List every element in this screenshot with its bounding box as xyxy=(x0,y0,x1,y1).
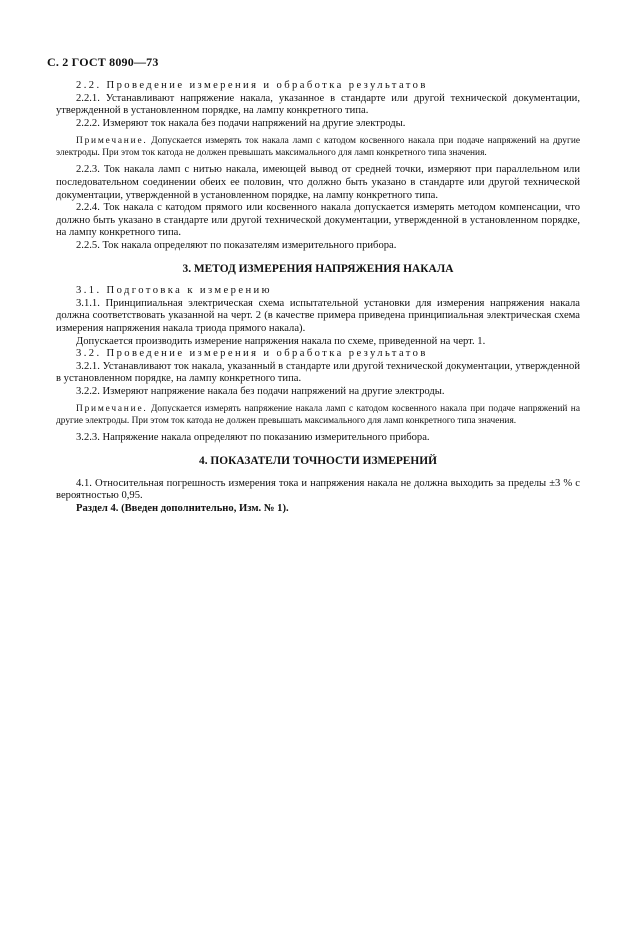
paragraph-2-2-5: 2.2.5. Ток накала определяют по показателям измерительного прибора. xyxy=(76,239,397,251)
paragraph-2-2-2: 2.2.2. Измеряют ток накала без подачи напряжений на другие электроды. xyxy=(76,117,406,129)
page-content xyxy=(56,80,580,515)
section-3-heading: 3. МЕТОД ИЗМЕРЕНИЯ НАПРЯЖЕНИЯ НАКАЛА xyxy=(182,262,454,275)
paragraph-2-2-4: 2.2.4. Ток накала с катодом прямого или косвенного накала допускается измерять методом компенсации, что должно быть указано в стандарте или другой технической документации, утвержденной в установленном порядке, на лампу конкретного типа. xyxy=(56,202,580,239)
subsection-2-2-title: 2.2. Проведение измерения и обработка результатов xyxy=(76,80,428,91)
section-4-amendment-note: Раздел 4. (Введен дополнительно, Изм. № 1). xyxy=(76,502,289,514)
page-header: С. 2 ГОСТ 8090—73 xyxy=(47,55,159,69)
subsection-3-2-title: 3.2. Проведение измерения и обработка результатов xyxy=(76,348,428,360)
paragraph-3-1-1-b: Допускается производить измерение напряжения накала по схеме, приведенной на черт. 1. xyxy=(76,335,486,347)
note-2 xyxy=(56,403,580,427)
note-2-text: Допускается измерять напряжение накала ламп с катодом косвенного накала при подаче напряжений на другие электроды. При этом ток катода не должен превышать максимального для ламп конкретного типа значения. xyxy=(56,404,580,427)
paragraph-3-2-2: 3.2.2. Измеряют напряжение накала без подачи напряжений на другие электроды. xyxy=(76,385,445,397)
paragraph-2-2-3: 2.2.3. Ток накала ламп с нитью накала, имеющей вывод от средней точки, измеряют при параллельном или последовательном соединении обеих ее половин, что должно быть указано в стандарте или другой технической документации, утвержденной в установленном порядке, на лампу конкретного типа. xyxy=(56,164,580,201)
note-1-label: Примечание. xyxy=(76,136,148,147)
subsection-3-1-title: 3.1. Подготовка к измерению xyxy=(76,285,272,297)
note-1-text: Допускается измерять ток накала ламп с катодом косвенного накала при подаче напряжений на другие электроды. При этом ток катода не должен превышать максимального для ламп конкретного типа значения. xyxy=(56,136,580,159)
paragraph-2-2-1: 2.2.1. Устанавливают напряжение накала, указанное в стандарте или другой технической документации, утвержденной в установленном порядке, на лампу конкретного типа. xyxy=(56,92,580,117)
paragraph-4-1: 4.1. Относительная погрешность измерения тока и напряжения накала не должна выходить за пределы ±3 % с вероятностью 0,95. xyxy=(56,477,580,502)
note-2-label: Примечание. xyxy=(76,404,148,415)
paragraph-3-2-1: 3.2.1. Устанавливают ток накала, указанный в стандарте или другой технической документации, утвержденной в установленном порядке, на лампу конкретного типа. xyxy=(56,360,580,385)
section-4-heading: 4. ПОКАЗАТЕЛИ ТОЧНОСТИ ИЗМЕРЕНИЙ xyxy=(199,455,437,468)
note-1 xyxy=(56,135,580,159)
paragraph-3-2-3: 3.2.3. Напряжение накала определяют по показанию измерительного прибора. xyxy=(76,432,430,444)
paragraph-3-1-1: 3.1.1. Принципиальная электрическая схема испытательной установки для измерения напряжения накала должна соответствовать указанной на черт. 2 (в качестве примера приведена принципиальная электрическая схема измерения напряжения накала триода прямого накала). xyxy=(56,297,580,334)
